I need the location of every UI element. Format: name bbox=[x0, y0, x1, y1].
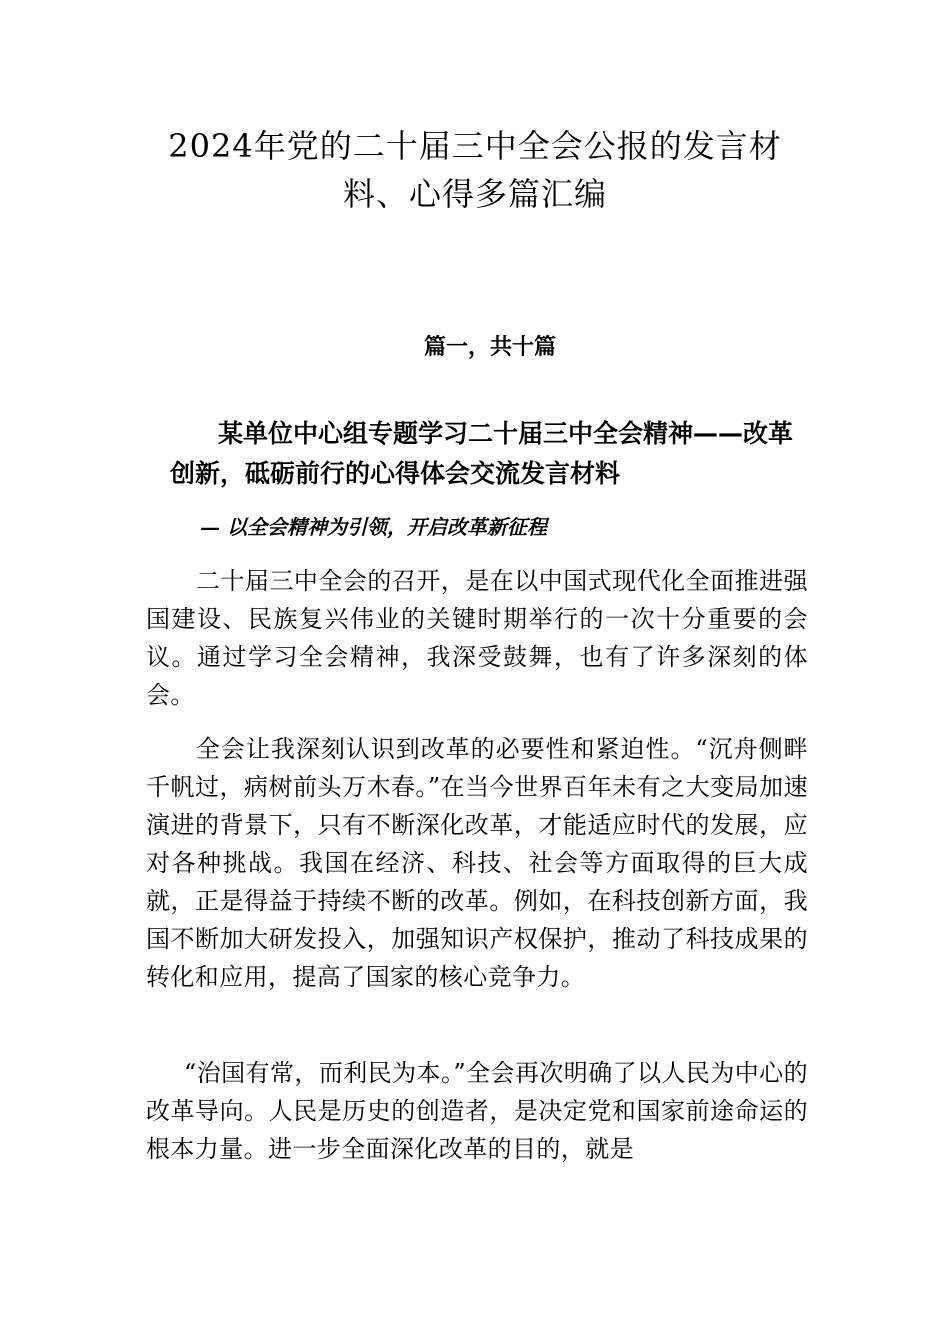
body-paragraph-2: 全会让我深刻认识到改革的必要性和紧迫性。“沉舟侧畔千帆过，病树前头万木春。”在当今世界百年未有之大变局加速演进的背景下，只有不断深化改革，才能适应时代的发展，应对各种挑战。我国在经济、科技、社会等方面取得的巨大成就，正是得益于持续不断的改革。例如，在科技创新方面，我国不断加大研发投入，加强知识产权保护，推动了科技成果的转化和应用，提高了国家的核心竞争力。 bbox=[146, 735, 808, 991]
body-paragraph-3: “治国有常，而利民为本。”全会再次明确了以人民为中心的改革导向。人民是历史的创造者，是决定党和国家前途命运的根本力量。进一步全面深化改革的目的，就是 bbox=[146, 1059, 808, 1163]
article-subtitle: — 以全会精神为引领，开启改革新征程 bbox=[200, 515, 547, 539]
article-title: 某单位中心组专题学习二十届三中全会精神——改革创新，砥砺前行的心得体会交流发言材料 bbox=[170, 419, 794, 488]
body-paragraph-1: 二十届三中全会的召开，是在以中国式现代化全面推进强国建设、民族复兴伟业的关键时期举行的一次十分重要的会议。通过学习全会精神，我深受鼓舞，也有了许多深刻的体会。 bbox=[146, 567, 808, 709]
section-label: 篇一，共十篇 bbox=[423, 334, 556, 360]
document-title: 2024年党的二十届三中全会公报的发言材料、心得多篇汇编 bbox=[168, 127, 782, 213]
